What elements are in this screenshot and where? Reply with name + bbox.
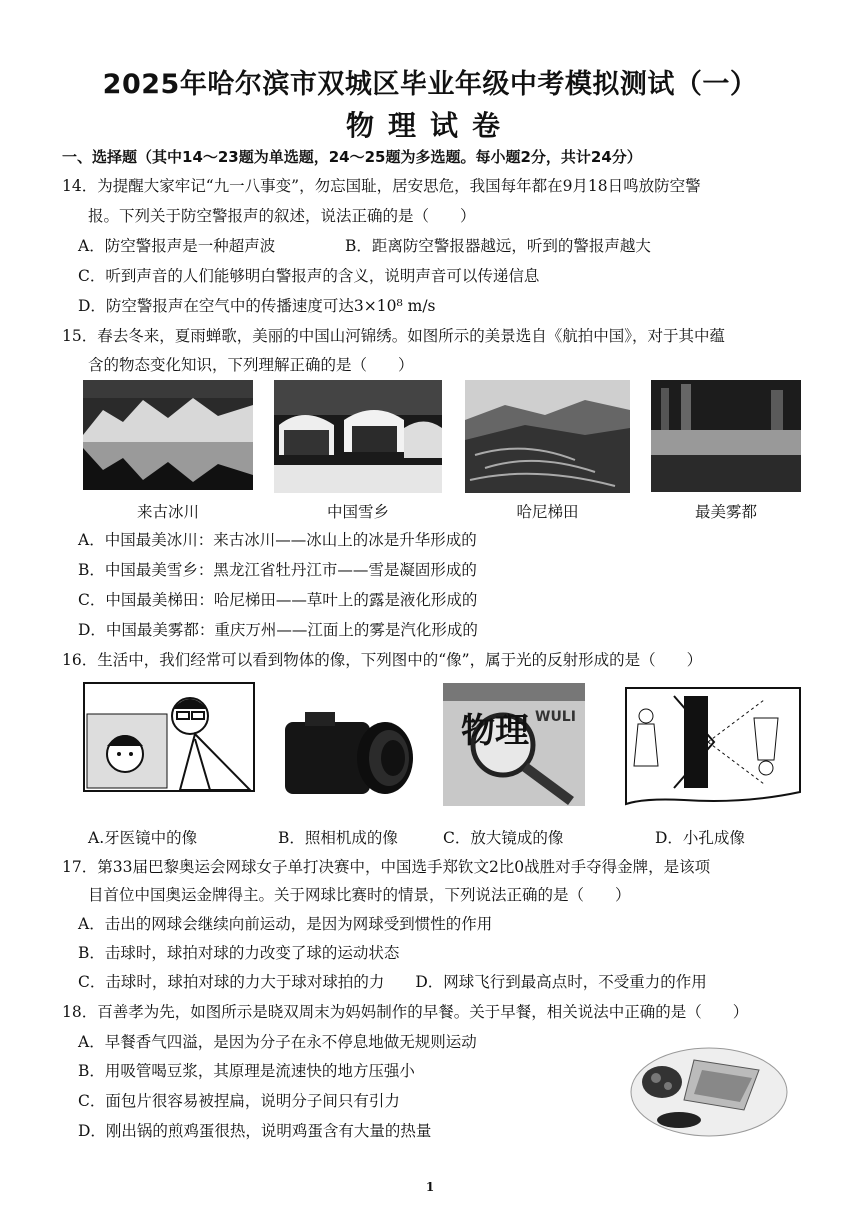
- q17-option-cd: C．击球时，球拍对球的力大于球对球拍的力 D．网球飞行到最高点时，不受重力的作用: [78, 973, 707, 991]
- breakfast-picture: [624, 1030, 789, 1142]
- exam-title: 2025年哈尔滨市双城区毕业年级中考模拟测试（一）: [102, 69, 758, 100]
- q16-stem: 16．生活中，我们经常可以看到物体的像，下列图中的“像”，属于光的反射形成的是（ ）: [62, 651, 703, 669]
- q15-caption-2: 中国雪乡: [326, 503, 389, 521]
- exam-subtitle: 物理试卷: [345, 109, 514, 142]
- q14-option-a: A．防空警报声是一种超声波: [78, 237, 276, 255]
- q14-stem-line-2: 报。下列关于防空警报声的叙述，说法正确的是（ ）: [88, 207, 476, 225]
- q14-option-b: B．距离防空警报器越远，听到的警报声越大: [345, 237, 651, 255]
- q18-option-c: C．面包片很容易被捏扁，说明分子间只有引力: [78, 1092, 400, 1110]
- q14-option-c: C．听到声音的人们能够明白警报声的含义，说明声音可以传递信息: [78, 267, 540, 285]
- q15-caption-4: 最美雾都: [694, 503, 757, 521]
- q16-caption-a: A.牙医镜中的像: [88, 829, 198, 847]
- q15-caption-1: 来古冰川: [136, 503, 199, 521]
- q15-option-a: A．中国最美冰川：来古冰川——冰山上的冰是升华形成的: [78, 531, 477, 549]
- q15-caption-3: 哈尼梯田: [516, 503, 579, 521]
- terrace-photo: [465, 380, 630, 493]
- glacier-photo: [83, 380, 253, 490]
- q16-caption-d: D．小孔成像: [655, 829, 745, 847]
- book-subtitle-text: WULI: [535, 709, 576, 725]
- q15-option-b: B．中国最美雪乡：黑龙江省牡丹江市——雪是凝固形成的: [78, 561, 477, 579]
- q17-option-a: A．击出的网球会继续向前运动，是因为网球受到惯性的作用: [78, 915, 493, 933]
- book-title-text: 物理: [461, 711, 529, 751]
- q15-stem-line-2: 含的物态变化知识，下列理解正确的是（ ）: [88, 356, 414, 374]
- page-number: 1: [425, 1180, 435, 1194]
- q17-stem-line-1: 17．第33届巴黎奥运会网球女子单打决赛中，中国选手郑钦文2比0战胜对手夺得金牌，是该项: [62, 858, 711, 876]
- camera-picture: [285, 700, 415, 800]
- q17-option-b: B．击球时，球拍对球的力改变了球的运动状态: [78, 944, 400, 962]
- q18-stem: 18．百善孝为先，如图所示是晓双周末为妈妈制作的早餐。关于早餐，相关说法中正确的是（ ）: [62, 1003, 749, 1021]
- q18-option-d: D．刚出锅的煎鸡蛋很热，说明鸡蛋含有大量的热量: [78, 1122, 432, 1140]
- dentist-mirror-picture: [83, 682, 255, 792]
- q15-option-d: D．中国最美雾都：重庆万州——江面上的雾是汽化形成的: [78, 621, 478, 639]
- q18-option-b: B．用吸管喝豆浆，其原理是流速快的地方压强小: [78, 1062, 415, 1080]
- q16-caption-b: B．照相机成的像: [278, 829, 398, 847]
- q16-caption-c: C．放大镜成的像: [443, 829, 564, 847]
- fog-city-photo: [651, 380, 801, 492]
- q15-stem-line-1: 15．春去冬来，夏雨蝉歌，美丽的中国山河锦绣。如图所示的美景选自《航拍中国》，对于其中蕴: [62, 327, 725, 345]
- snow-town-photo: [274, 380, 442, 493]
- q17-stem-line-2: 目首位中国奥运金牌得主。关于网球比赛时的情景，下列说法正确的是（ ）: [88, 886, 631, 904]
- q15-option-c: C．中国最美梯田：哈尼梯田——草叶上的露是液化形成的: [78, 591, 478, 609]
- magnifier-picture: [443, 683, 585, 806]
- q14-option-d: D．防空警报声在空气中的传播速度可达3×10⁸ m/s: [78, 297, 436, 315]
- q18-option-a: A．早餐香气四溢，是因为分子在永不停息地做无规则运动: [78, 1033, 477, 1051]
- q14-stem-line-1: 14．为提醒大家牢记“九一八事变”，勿忘国耻，居安思危，我国每年都在9月18日鸣放防空警: [62, 177, 701, 195]
- section-heading: 一、选择题（其中14～23题为单选题，24～25题为多选题。每小题2分，共计24分）: [62, 148, 642, 166]
- pinhole-picture: [624, 686, 802, 808]
